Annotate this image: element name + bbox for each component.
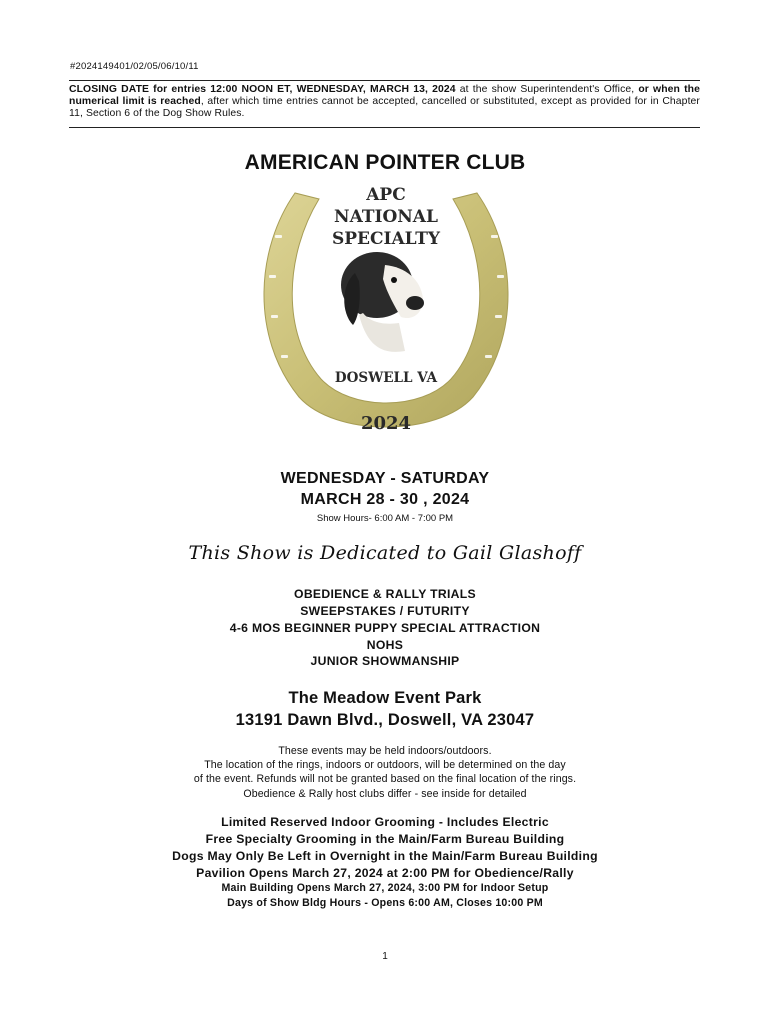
numerical-limit-bold: or when the numerical limit is reached xyxy=(69,84,700,108)
document-id: #2024149401/02/05/06/10/11 xyxy=(70,61,199,72)
logo-year: 2024 xyxy=(360,413,412,434)
closing-date-bold: CLOSING DATE for entries 12:00 NOON ET, WEDNESDAY, MARCH 13, 2024 xyxy=(69,84,456,95)
venue-address: 13191 Dawn Blvd., Doswell, VA 23047 xyxy=(235,711,535,729)
event-item: OBEDIENCE & RALLY TRIALS xyxy=(294,587,476,601)
logo-national: NATIONAL xyxy=(334,207,438,227)
top-rule xyxy=(69,80,700,81)
show-days: WEDNESDAY - SATURDAY xyxy=(280,470,490,487)
grooming-info: Dogs May Only Be Left in Overnight in the Main/Farm Bureau Building xyxy=(172,849,598,863)
event-item: 4-6 MOS BEGINNER PUPPY SPECIAL ATTRACTION xyxy=(229,621,541,635)
dedication: This Show is Dedicated to Gail Glashoff xyxy=(188,542,582,564)
closing-date-notice xyxy=(69,84,700,121)
grooming-info: Limited Reserved Indoor Grooming - Includes Electric xyxy=(221,815,549,829)
show-date-range: MARCH 28 - 30 , 2024 xyxy=(300,491,470,508)
logo-specialty: SPECIALTY xyxy=(331,229,441,249)
bottom-rule xyxy=(69,127,700,128)
location-note: Obedience & Rally host clubs differ - see inside for detailed xyxy=(243,788,527,800)
building-hours: Main Building Opens March 27, 2024, 3:00 PM for Indoor Setup xyxy=(221,882,549,894)
location-note: These events may be held indoors/outdoors. xyxy=(278,745,492,757)
logo-location: DOSWELL VA xyxy=(334,370,438,386)
event-item: NOHS xyxy=(366,638,404,652)
venue-name: The Meadow Event Park xyxy=(288,689,482,707)
club-name: AMERICAN POINTER CLUB xyxy=(244,151,526,174)
specialty-logo xyxy=(255,175,517,445)
grooming-info: Free Specialty Grooming in the Main/Farm Bureau Building xyxy=(205,832,565,846)
closing-text-2: , after which time entries cannot be accepted, cancelled or substituted, except as provided for in Chapter 11, Section 6 of the Dog Show Rules. xyxy=(69,96,700,120)
closing-text-1: at the show Superintendent's Office, xyxy=(455,84,639,95)
event-item: SWEEPSTAKES / FUTURITY xyxy=(300,604,470,618)
event-item: JUNIOR SHOWMANSHIP xyxy=(310,654,460,668)
building-hours: Days of Show Bldg Hours - Opens 6:00 AM, Closes 10:00 PM xyxy=(227,897,543,909)
grooming-info: Pavilion Opens March 27, 2024 at 2:00 PM for Obedience/Rally xyxy=(196,866,574,880)
logo-apc: APC xyxy=(366,185,406,205)
page-number: 1 xyxy=(382,951,388,962)
location-note: The location of the rings, indoors or outdoors, will be determined on the day xyxy=(204,759,566,771)
pointer-dog-icon xyxy=(341,252,424,352)
location-note: of the event. Refunds will not be granted based on the final location of the rings. xyxy=(193,773,577,785)
show-hours: Show Hours- 6:00 AM - 7:00 PM xyxy=(316,513,454,524)
